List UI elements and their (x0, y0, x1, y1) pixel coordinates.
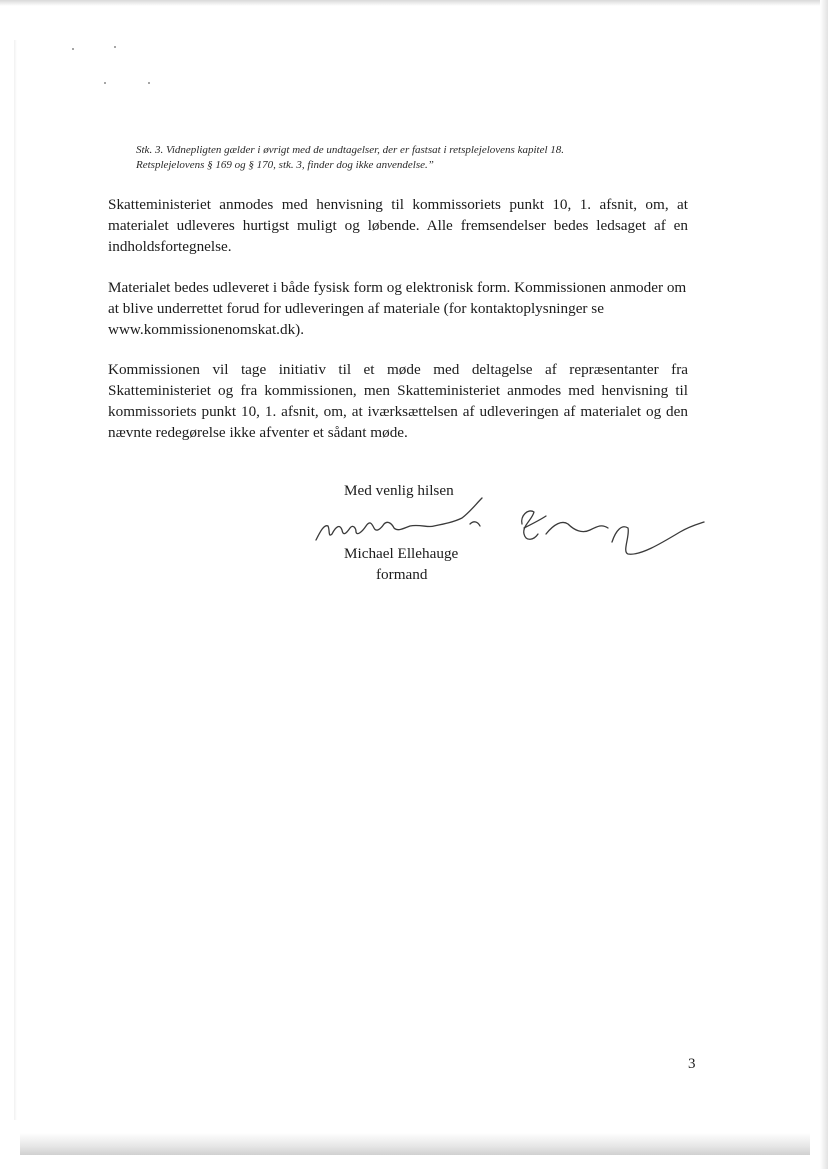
quote-line-2: Retsplejelovens § 169 og § 170, stk. 3, finder dog ikke anvendelse.” (136, 159, 434, 171)
scan-edge-top (0, 0, 828, 6)
paragraph-meeting: Kommissionen vil tage initiativ til et møde med deltagelse af repræsentanter fra Skatteministeriet og fra kommissionen, men Skatteministeriet anmodes med henvisning til kommissoriets punkt 10, 1. afsnit, om, at iværksættelsen af udleveringen af materialet og den nævnte redegørelse ikke afventer et sådant møde. (108, 361, 688, 441)
quote-line-1: Stk. 3. Vidnepligten gælder i øvrigt med de undtagelser, der er fastsat i retsplejelovens kapitel 18. (136, 144, 565, 156)
paragraph-request: Skatteministeriet anmodes med henvisning til kommissoriets punkt 10, 1. afsnit, om, at materialet udleveres hurtigst muligt og løbende. Alle fremsendelser bedes ledsaget af en indholdsfortegnelse. (108, 196, 688, 255)
page-number: 3 (688, 1056, 696, 1072)
scan-edge-right (820, 0, 828, 1169)
signatory-name: Michael Ellehauge (344, 545, 459, 562)
signatory-title: formand (376, 566, 428, 583)
paragraph-delivery-format: Materialet bedes udleveret i både fysisk form og elektronisk form. Kommissionen anmoder om at blive underrettet forud for udleveringen af materiale (for kontaktoplysninger se www.kommissionenomskat.dk). (108, 279, 687, 338)
closing-greeting: Med venlig hilsen (344, 482, 454, 499)
scan-edge-left (14, 40, 17, 1120)
scan-edge-bottom (20, 1133, 810, 1155)
scan-specks (70, 40, 160, 90)
legal-quote (136, 143, 696, 173)
